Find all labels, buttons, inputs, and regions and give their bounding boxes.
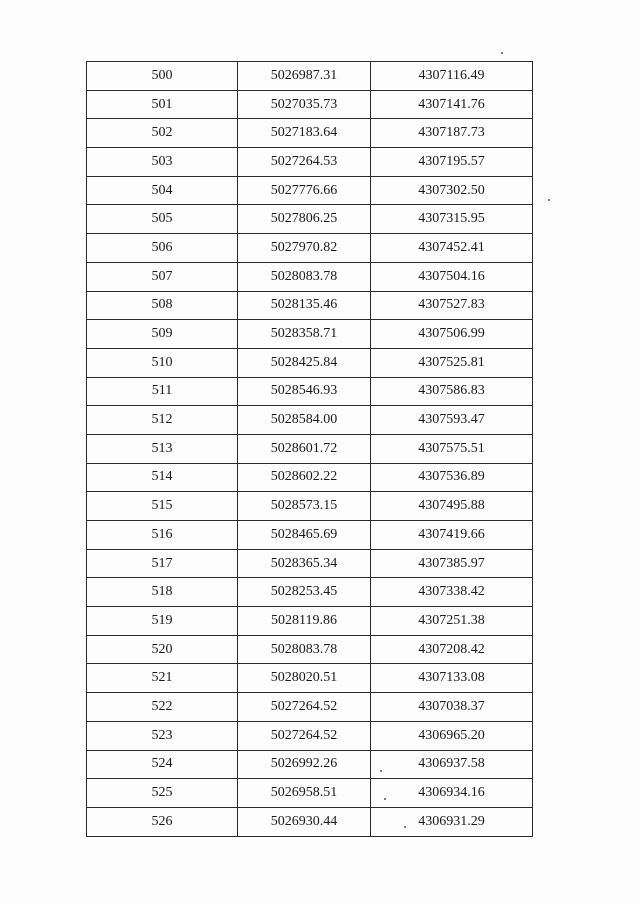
x-coordinate-cell: 5028584.00 (238, 406, 371, 435)
table-row (87, 262, 533, 291)
point-number-cell: 501 (87, 90, 238, 119)
point-number-cell: 516 (87, 521, 238, 550)
point-number-cell: 511 (87, 377, 238, 406)
table-row (87, 549, 533, 578)
y-coordinate-cell: 4307195.57 (371, 148, 533, 177)
table-row (87, 348, 533, 377)
table-row (87, 578, 533, 607)
table-row (87, 62, 533, 91)
table-row (87, 492, 533, 521)
table-row (87, 205, 533, 234)
point-number-cell: 519 (87, 607, 238, 636)
x-coordinate-cell: 5026930.44 (238, 807, 371, 836)
x-coordinate-cell: 5028365.34 (238, 549, 371, 578)
point-number-cell: 518 (87, 578, 238, 607)
y-coordinate-cell: 4307116.49 (371, 62, 533, 91)
y-coordinate-cell: 4307504.16 (371, 262, 533, 291)
table-row (87, 320, 533, 349)
x-coordinate-cell: 5028602.22 (238, 463, 371, 492)
point-number-cell: 514 (87, 463, 238, 492)
scan-speck (501, 52, 503, 54)
y-coordinate-cell: 4307302.50 (371, 176, 533, 205)
point-number-cell: 515 (87, 492, 238, 521)
scan-speck (384, 798, 386, 800)
y-coordinate-cell: 4307251.38 (371, 607, 533, 636)
y-coordinate-cell: 4306937.58 (371, 750, 533, 779)
y-coordinate-cell: 4306965.20 (371, 721, 533, 750)
point-number-cell: 503 (87, 148, 238, 177)
x-coordinate-cell: 5027264.52 (238, 693, 371, 722)
table-row (87, 721, 533, 750)
y-coordinate-cell: 4307593.47 (371, 406, 533, 435)
y-coordinate-cell: 4307208.42 (371, 635, 533, 664)
table-row (87, 434, 533, 463)
point-number-cell: 506 (87, 234, 238, 263)
y-coordinate-cell: 4306931.29 (371, 807, 533, 836)
point-number-cell: 526 (87, 807, 238, 836)
table-row (87, 664, 533, 693)
y-coordinate-cell: 4307133.08 (371, 664, 533, 693)
x-coordinate-cell: 5028020.51 (238, 664, 371, 693)
y-coordinate-cell: 4307338.42 (371, 578, 533, 607)
coordinate-table (86, 61, 533, 837)
x-coordinate-cell: 5027035.73 (238, 90, 371, 119)
point-number-cell: 500 (87, 62, 238, 91)
table-row (87, 635, 533, 664)
y-coordinate-cell: 4307586.83 (371, 377, 533, 406)
y-coordinate-cell: 4307506.99 (371, 320, 533, 349)
y-coordinate-cell: 4307527.83 (371, 291, 533, 320)
y-coordinate-cell: 4307385.97 (371, 549, 533, 578)
x-coordinate-cell: 5028358.71 (238, 320, 371, 349)
y-coordinate-cell: 4307452.41 (371, 234, 533, 263)
point-number-cell: 520 (87, 635, 238, 664)
point-number-cell: 507 (87, 262, 238, 291)
x-coordinate-cell: 5026987.31 (238, 62, 371, 91)
table-row (87, 521, 533, 550)
table-row (87, 607, 533, 636)
scan-speck (404, 826, 406, 828)
table-row (87, 406, 533, 435)
x-coordinate-cell: 5028465.69 (238, 521, 371, 550)
y-coordinate-cell: 4307525.81 (371, 348, 533, 377)
point-number-cell: 505 (87, 205, 238, 234)
table-row (87, 377, 533, 406)
table-row (87, 291, 533, 320)
point-number-cell: 504 (87, 176, 238, 205)
x-coordinate-cell: 5027264.53 (238, 148, 371, 177)
y-coordinate-cell: 4307495.88 (371, 492, 533, 521)
point-number-cell: 509 (87, 320, 238, 349)
point-number-cell: 513 (87, 434, 238, 463)
x-coordinate-cell: 5026958.51 (238, 779, 371, 808)
scan-speck (380, 770, 382, 772)
x-coordinate-cell: 5027806.25 (238, 205, 371, 234)
table-row (87, 463, 533, 492)
x-coordinate-cell: 5028601.72 (238, 434, 371, 463)
point-number-cell: 524 (87, 750, 238, 779)
point-number-cell: 510 (87, 348, 238, 377)
x-coordinate-cell: 5026992.26 (238, 750, 371, 779)
scan-speck (548, 199, 550, 201)
point-number-cell: 525 (87, 779, 238, 808)
x-coordinate-cell: 5027264.52 (238, 721, 371, 750)
table-row (87, 119, 533, 148)
x-coordinate-cell: 5027183.64 (238, 119, 371, 148)
y-coordinate-cell: 4307315.95 (371, 205, 533, 234)
table-row (87, 176, 533, 205)
point-number-cell: 517 (87, 549, 238, 578)
x-coordinate-cell: 5028546.93 (238, 377, 371, 406)
table-row (87, 234, 533, 263)
y-coordinate-cell: 4307038.37 (371, 693, 533, 722)
y-coordinate-cell: 4307536.89 (371, 463, 533, 492)
x-coordinate-cell: 5028119.86 (238, 607, 371, 636)
table-row (87, 779, 533, 808)
x-coordinate-cell: 5028253.45 (238, 578, 371, 607)
y-coordinate-cell: 4307419.66 (371, 521, 533, 550)
point-number-cell: 522 (87, 693, 238, 722)
coordinate-table-body (87, 62, 533, 837)
point-number-cell: 521 (87, 664, 238, 693)
table-row (87, 148, 533, 177)
y-coordinate-cell: 4307141.76 (371, 90, 533, 119)
x-coordinate-cell: 5028425.84 (238, 348, 371, 377)
x-coordinate-cell: 5027776.66 (238, 176, 371, 205)
table-row (87, 750, 533, 779)
y-coordinate-cell: 4306934.16 (371, 779, 533, 808)
point-number-cell: 512 (87, 406, 238, 435)
x-coordinate-cell: 5028573.15 (238, 492, 371, 521)
x-coordinate-cell: 5027970.82 (238, 234, 371, 263)
point-number-cell: 502 (87, 119, 238, 148)
x-coordinate-cell: 5028083.78 (238, 635, 371, 664)
table-row (87, 693, 533, 722)
table-row (87, 90, 533, 119)
y-coordinate-cell: 4307575.51 (371, 434, 533, 463)
x-coordinate-cell: 5028083.78 (238, 262, 371, 291)
table-row (87, 807, 533, 836)
point-number-cell: 523 (87, 721, 238, 750)
y-coordinate-cell: 4307187.73 (371, 119, 533, 148)
point-number-cell: 508 (87, 291, 238, 320)
x-coordinate-cell: 5028135.46 (238, 291, 371, 320)
